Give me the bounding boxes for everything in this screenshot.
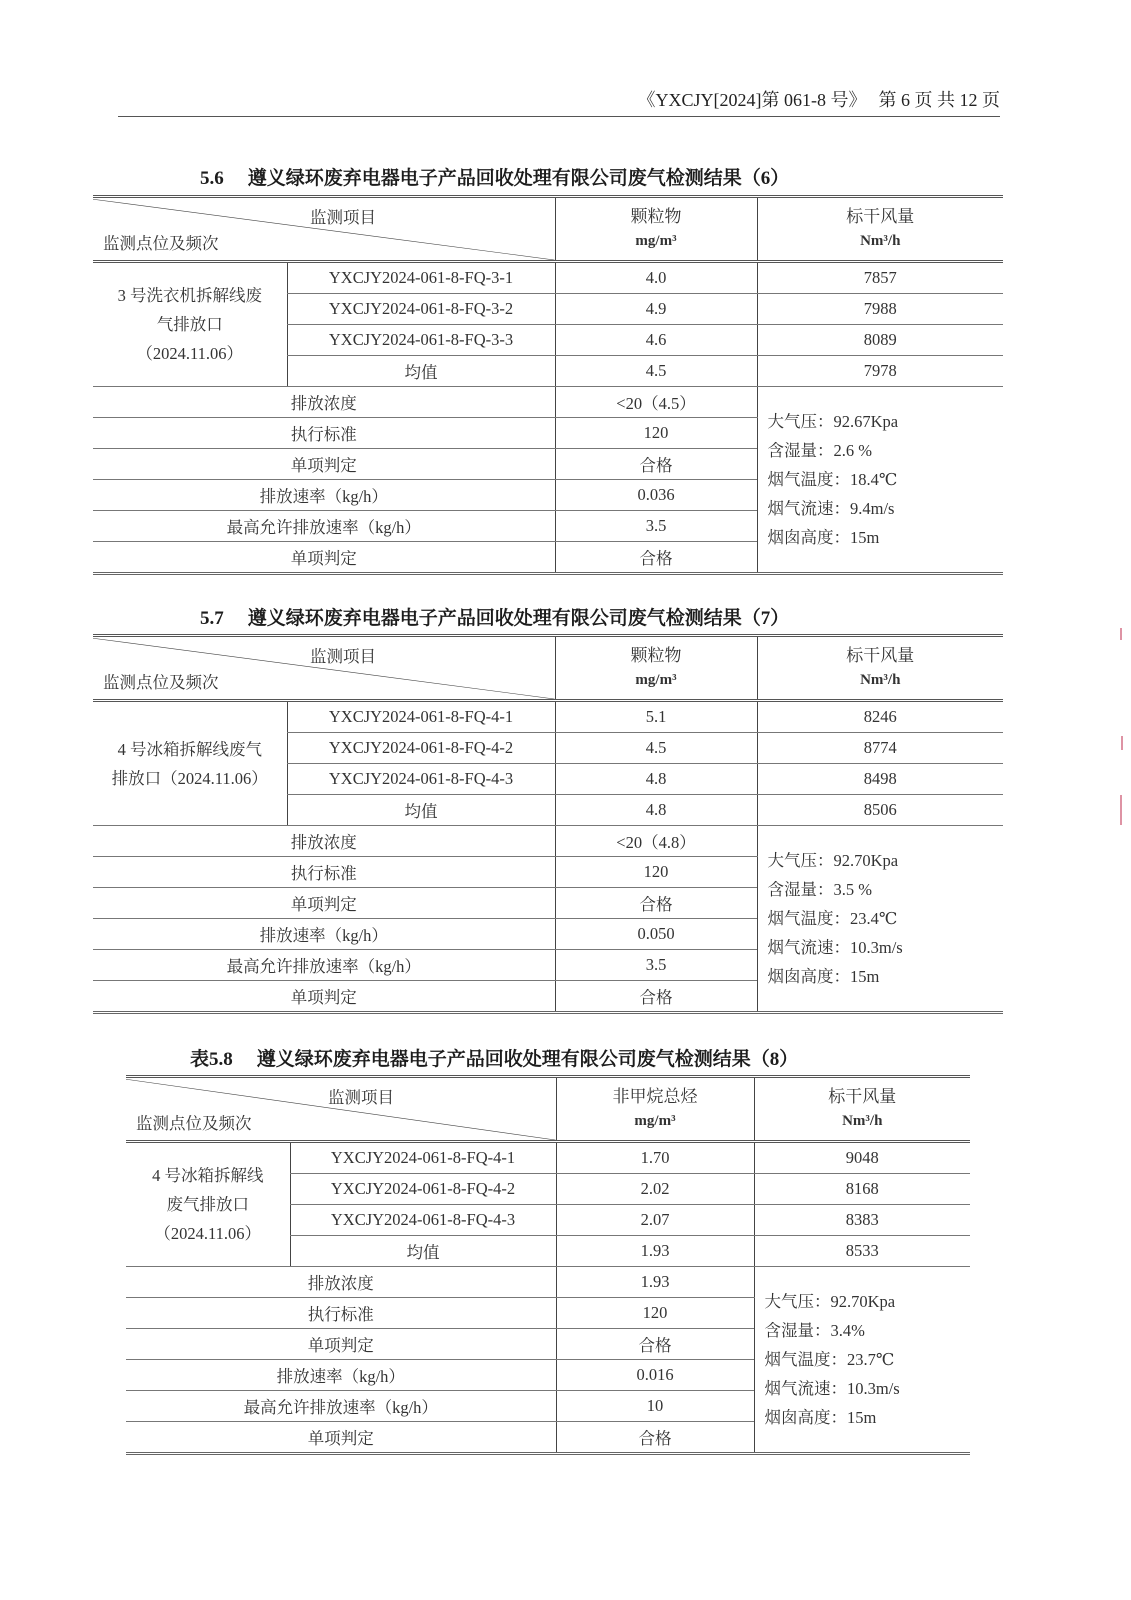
sample-row — [126, 1142, 970, 1174]
location-line: 4 号冰箱拆解线废气 — [117, 739, 262, 759]
summary-label: 执行标准 — [93, 418, 555, 449]
location-line: 废气排放口 — [166, 1195, 249, 1214]
sample-row — [93, 701, 1003, 733]
condition-line: 大气压：92.67Kpa — [767, 412, 899, 431]
summary-label: 最高允许排放速率（kg/h） — [93, 950, 555, 981]
summary-value: 3.5 — [555, 950, 757, 981]
col1-name: 颗粒物 — [630, 646, 682, 665]
condition-line: 烟气温度：18.4℃ — [767, 470, 898, 489]
seal-mark — [1120, 795, 1122, 825]
table-title-text: 遵义绿环废弃电器电子产品回收处理有限公司废气检测结果（8） — [256, 1049, 799, 1070]
diagonal-header-cell — [126, 1077, 556, 1142]
page-number: 第 6 页 共 12 页 — [878, 90, 1000, 110]
sample-value2: 9048 — [754, 1142, 970, 1174]
condition-line: 大气压：92.70Kpa — [764, 1292, 896, 1311]
location-line: 4 号冰箱拆解线 — [152, 1166, 264, 1185]
col1-unit: mg/m³ — [635, 233, 677, 249]
summary-row — [126, 1267, 970, 1298]
results-table — [126, 1075, 970, 1455]
summary-label: 执行标准 — [126, 1298, 556, 1329]
sample-value1: 4.9 — [555, 294, 757, 325]
sample-value1: 4.0 — [555, 262, 757, 294]
sample-value2: 8089 — [757, 325, 1003, 356]
header-monitor-location: 监测点位及频次 — [136, 1114, 252, 1133]
mean-value1: 4.8 — [555, 795, 757, 826]
header-monitor-item: 监测项目 — [310, 647, 376, 666]
mean-value2: 7978 — [757, 356, 1003, 387]
table-title-text: 遵义绿环废弃电器电子产品回收处理有限公司废气检测结果（6） — [247, 168, 790, 189]
summary-value: 合格 — [556, 1329, 754, 1360]
condition-line: 烟气温度：23.4℃ — [767, 909, 898, 928]
sample-value2: 8774 — [757, 733, 1003, 764]
summary-label: 排放速率（kg/h） — [126, 1360, 556, 1391]
condition-line: 烟囱高度：15m — [764, 1408, 877, 1427]
table-number: 5.6 — [200, 168, 224, 189]
report-number: 《YXCJY[2024]第 061-8 号》 — [637, 90, 867, 110]
table-number: 5.7 — [200, 608, 224, 629]
header-monitor-location: 监测点位及频次 — [103, 234, 219, 253]
condition-line: 烟囱高度：15m — [767, 528, 880, 547]
summary-label: 排放速率（kg/h） — [93, 919, 555, 950]
location-line: （2024.11.06） — [154, 1224, 262, 1243]
sample-value1: 2.02 — [556, 1174, 754, 1205]
condition-line: 含湿量：3.4% — [764, 1321, 865, 1340]
page-header — [118, 86, 1000, 117]
sample-value1: 2.07 — [556, 1205, 754, 1236]
sample-id: YXCJY2024-061-8-FQ-3-2 — [287, 294, 555, 325]
sample-id: YXCJY2024-061-8-FQ-3-1 — [287, 262, 555, 294]
conditions-cell — [757, 826, 1003, 1013]
col2-unit: Nm³/h — [842, 1113, 883, 1129]
diagonal-header-cell — [93, 197, 555, 262]
location-cell — [93, 262, 287, 387]
col2-name: 标干风量 — [846, 207, 915, 226]
header-col2 — [757, 636, 1003, 701]
mean-label: 均值 — [287, 795, 555, 826]
table-title-text: 遵义绿环废弃电器电子产品回收处理有限公司废气检测结果（7） — [247, 608, 790, 629]
table-number: 表5.8 — [190, 1049, 233, 1070]
summary-label: 单项判定 — [93, 449, 555, 480]
header-col2 — [754, 1077, 970, 1142]
sample-value2: 8246 — [757, 701, 1003, 733]
location-cell — [93, 701, 287, 826]
sample-value1: 4.5 — [555, 733, 757, 764]
results-table — [93, 195, 1003, 575]
col1-unit: mg/m³ — [634, 1113, 676, 1129]
table-header-row — [93, 636, 1003, 701]
summary-label: 单项判定 — [93, 981, 555, 1013]
header-monitor-location: 监测点位及频次 — [103, 673, 219, 692]
summary-value: 1.93 — [556, 1267, 754, 1298]
table-title — [200, 163, 789, 190]
condition-line: 烟气流速：10.3m/s — [764, 1379, 900, 1398]
summary-label: 排放浓度 — [126, 1267, 556, 1298]
summary-label: 最高允许排放速率（kg/h） — [93, 511, 555, 542]
table-header-row — [93, 197, 1003, 262]
sample-value2: 8498 — [757, 764, 1003, 795]
seal-mark — [1120, 628, 1122, 640]
mean-value2: 8506 — [757, 795, 1003, 826]
conditions-cell — [754, 1267, 970, 1454]
results-table — [93, 634, 1003, 1014]
condition-line: 含湿量：3.5 % — [767, 880, 872, 899]
summary-label: 单项判定 — [93, 888, 555, 919]
summary-label: 执行标准 — [93, 857, 555, 888]
summary-value: 120 — [556, 1298, 754, 1329]
mean-value2: 8533 — [754, 1236, 970, 1267]
col1-unit: mg/m³ — [635, 672, 677, 688]
condition-line: 烟囱高度：15m — [767, 967, 880, 986]
header-monitor-item: 监测项目 — [310, 208, 376, 227]
summary-value: 3.5 — [555, 511, 757, 542]
header-col1 — [556, 1077, 754, 1142]
summary-value: 合格 — [556, 1422, 754, 1454]
summary-value: 120 — [555, 418, 757, 449]
summary-label: 最高允许排放速率（kg/h） — [126, 1391, 556, 1422]
sample-id: YXCJY2024-061-8-FQ-4-2 — [290, 1174, 556, 1205]
location-line: 气排放口 — [156, 315, 223, 334]
table-title — [200, 603, 789, 630]
summary-label: 单项判定 — [93, 542, 555, 574]
summary-row — [93, 387, 1003, 418]
summary-row — [93, 826, 1003, 857]
sample-id: YXCJY2024-061-8-FQ-3-3 — [287, 325, 555, 356]
sample-value1: 4.6 — [555, 325, 757, 356]
summary-value: 10 — [556, 1391, 754, 1422]
summary-value: <20（4.8） — [555, 826, 757, 857]
condition-line: 含湿量：2.6 % — [767, 441, 872, 460]
location-line: 3 号洗衣机拆解线废 — [117, 286, 262, 305]
condition-line: 烟气流速：10.3m/s — [767, 938, 903, 957]
summary-value: 0.050 — [555, 919, 757, 950]
location-cell — [126, 1142, 290, 1267]
summary-value: 120 — [555, 857, 757, 888]
header-col2 — [757, 197, 1003, 262]
summary-value: 合格 — [555, 888, 757, 919]
location-line: 排放口（2024.11.06） — [111, 768, 268, 788]
sample-value2: 7988 — [757, 294, 1003, 325]
col2-name: 标干风量 — [828, 1087, 897, 1106]
col1-name: 颗粒物 — [630, 207, 682, 226]
condition-line: 烟气流速：9.4m/s — [767, 499, 895, 518]
table-title — [190, 1044, 798, 1071]
header-col1 — [555, 636, 757, 701]
col2-name: 标干风量 — [846, 646, 915, 665]
mean-value1: 1.93 — [556, 1236, 754, 1267]
summary-value: 合格 — [555, 449, 757, 480]
summary-value: <20（4.5） — [555, 387, 757, 418]
mean-value1: 4.5 — [555, 356, 757, 387]
sample-value1: 1.70 — [556, 1142, 754, 1174]
summary-value: 0.016 — [556, 1360, 754, 1391]
summary-label: 单项判定 — [126, 1422, 556, 1454]
sample-id: YXCJY2024-061-8-FQ-4-1 — [290, 1142, 556, 1174]
header-col1 — [555, 197, 757, 262]
condition-line: 烟气温度：23.7℃ — [764, 1350, 895, 1369]
sample-row — [93, 262, 1003, 294]
condition-line: 大气压：92.70Kpa — [767, 851, 899, 870]
conditions-cell — [757, 387, 1003, 574]
sample-value1: 4.8 — [555, 764, 757, 795]
summary-label: 单项判定 — [126, 1329, 556, 1360]
mean-label: 均值 — [290, 1236, 556, 1267]
sample-value2: 8383 — [754, 1205, 970, 1236]
summary-value: 合格 — [555, 981, 757, 1013]
sample-id: YXCJY2024-061-8-FQ-4-1 — [287, 701, 555, 733]
sample-value2: 7857 — [757, 262, 1003, 294]
col1-name: 非甲烷总烃 — [612, 1087, 698, 1106]
seal-mark — [1121, 736, 1123, 750]
sample-value2: 8168 — [754, 1174, 970, 1205]
summary-value: 0.036 — [555, 480, 757, 511]
location-line: （2024.11.06） — [136, 344, 244, 363]
sample-id: YXCJY2024-061-8-FQ-4-3 — [290, 1205, 556, 1236]
mean-label: 均值 — [287, 356, 555, 387]
summary-label: 排放浓度 — [93, 387, 555, 418]
summary-value: 合格 — [555, 542, 757, 574]
sample-id: YXCJY2024-061-8-FQ-4-2 — [287, 733, 555, 764]
summary-label: 排放浓度 — [93, 826, 555, 857]
col2-unit: Nm³/h — [860, 233, 901, 249]
table-header-row — [126, 1077, 970, 1142]
sample-value1: 5.1 — [555, 701, 757, 733]
summary-label: 排放速率（kg/h） — [93, 480, 555, 511]
header-monitor-item: 监测项目 — [328, 1088, 394, 1107]
col2-unit: Nm³/h — [860, 672, 901, 688]
diagonal-header-cell — [93, 636, 555, 701]
sample-id: YXCJY2024-061-8-FQ-4-3 — [287, 764, 555, 795]
